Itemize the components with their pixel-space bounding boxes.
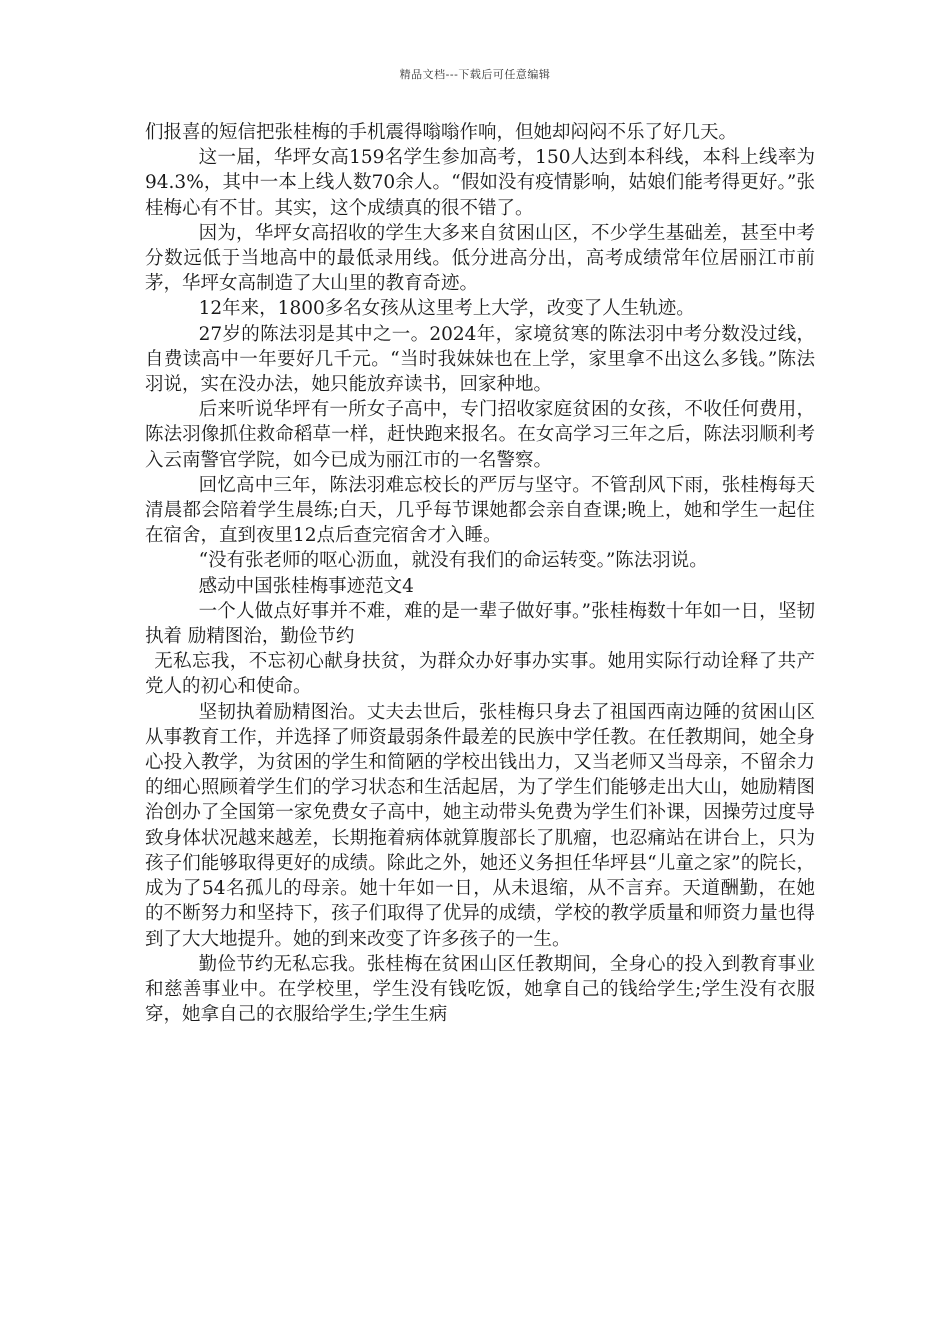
paragraph: 无私忘我，不忘初心献身扶贫，为群众办好事办实事。她用实际行动诠释了共产党人的初心和使命。: [145, 651, 815, 698]
paragraph: 感动中国张桂梅事迹范文4: [198, 575, 414, 597]
paragraph: 坚韧执着励精图治。丈夫去世后，张桂梅只身去了祖国西南边陲的贫困山区从事教育工作，并选择了师资最弱条件最差的民族中学任教。在任教期间，她全身心投入教学，为贫困的学生和简陋的学校出钱出力，又当老师又当母亲，不留余力的细心照顾着学生们的学习状态和生活起居，为了学生们能够走出大山，她励精图治创办了全国第一家免费女子高中，她主动带头免费为学生们补课，因操劳过度导致身体状况越来越差，长期拖着病体就算腹部长了肌瘤，也忍痛站在讲台上，只为孩子们能够取得更好的成绩。除此之外，她还义务担任华坪县“儿童之家”的院长，成为了54名孤儿的母亲。她十年如一日，从未退缩，从不言弃。天道酬勤，在她的不断努力和坚持下，孩子们取得了优异的成绩，学校的教学质量和师资力量也得到了大大地提升。她的到来改变了许多孩子的一生。: [145, 701, 815, 950]
document-body: [145, 120, 815, 1027]
paragraph: 们报喜的短信把张桂梅的手机震得嗡嗡作响，但她却闷闷不乐了好几天。: [145, 122, 738, 143]
paragraph: 回忆高中三年，陈法羽难忘校长的严厉与坚守。不管刮风下雨，张桂梅每天清晨都会陪着学生晨练;白天，几乎每节课她都会亲自查课;晚上，她和学生一起住在宿舍，直到夜里12点后查完宿舍才入睡。: [145, 474, 815, 547]
paragraph: 一个人做点好事并不难，难的是一辈子做好事。”张桂梅数十年如一日，坚韧执着 励精图治，勤俭节约: [145, 600, 815, 648]
paragraph: 12年来，1800多名女孩从这里考上大学，改变了人生轨迹。: [198, 298, 695, 320]
paragraph: “没有张老师的呕心沥血，就没有我们的命运转变。”陈法羽说。: [198, 550, 708, 572]
paragraph: 27岁的陈法羽是其中之一。2024年，家境贫寒的陈法羽中考分数没过线，自费读高中一年要好几千元。“当时我妹妹也在上学，家里拿不出这么多钱。”陈法羽说，实在没办法，她只能放弃读书，回家种地。: [145, 323, 815, 396]
paragraph: 勤俭节约无私忘我。张桂梅在贫困山区任教期间，全身心的投入到教育事业和慈善事业中。在学校里，学生没有钱吃饭，她拿自己的钱给学生;学生没有衣服穿，她拿自己的衣服给学生;学生生病: [145, 953, 815, 1026]
paragraph: 因为，华坪女高招收的学生大多来自贫困山区，不少学生基础差，甚至中考分数远低于当地高中的最低录用线。低分进高分出，高考成绩常年位居丽江市前茅，华坪女高制造了大山里的教育奇迹。: [145, 222, 815, 295]
paragraph: 后来听说华坪有一所女子高中，专门招收家庭贫困的女孩，不收任何费用，陈法羽像抓住救命稻草一样，赶快跑来报名。在女高学习三年之后，陈法羽顺利考入云南警官学院，如今已成为丽江市的一名警察。: [145, 399, 815, 471]
paragraph: 这一届，华坪女高159名学生参加高考，150人达到本科线，本科上线率为94.3%，其中一本上线人数70余人。“假如没有疫情影响，姑娘们能考得更好。”张桂梅心有不甘。其实，这个成绩真的很不错了。: [145, 147, 815, 219]
page-header: 精品文档---下载后可任意编辑: [399, 68, 551, 81]
